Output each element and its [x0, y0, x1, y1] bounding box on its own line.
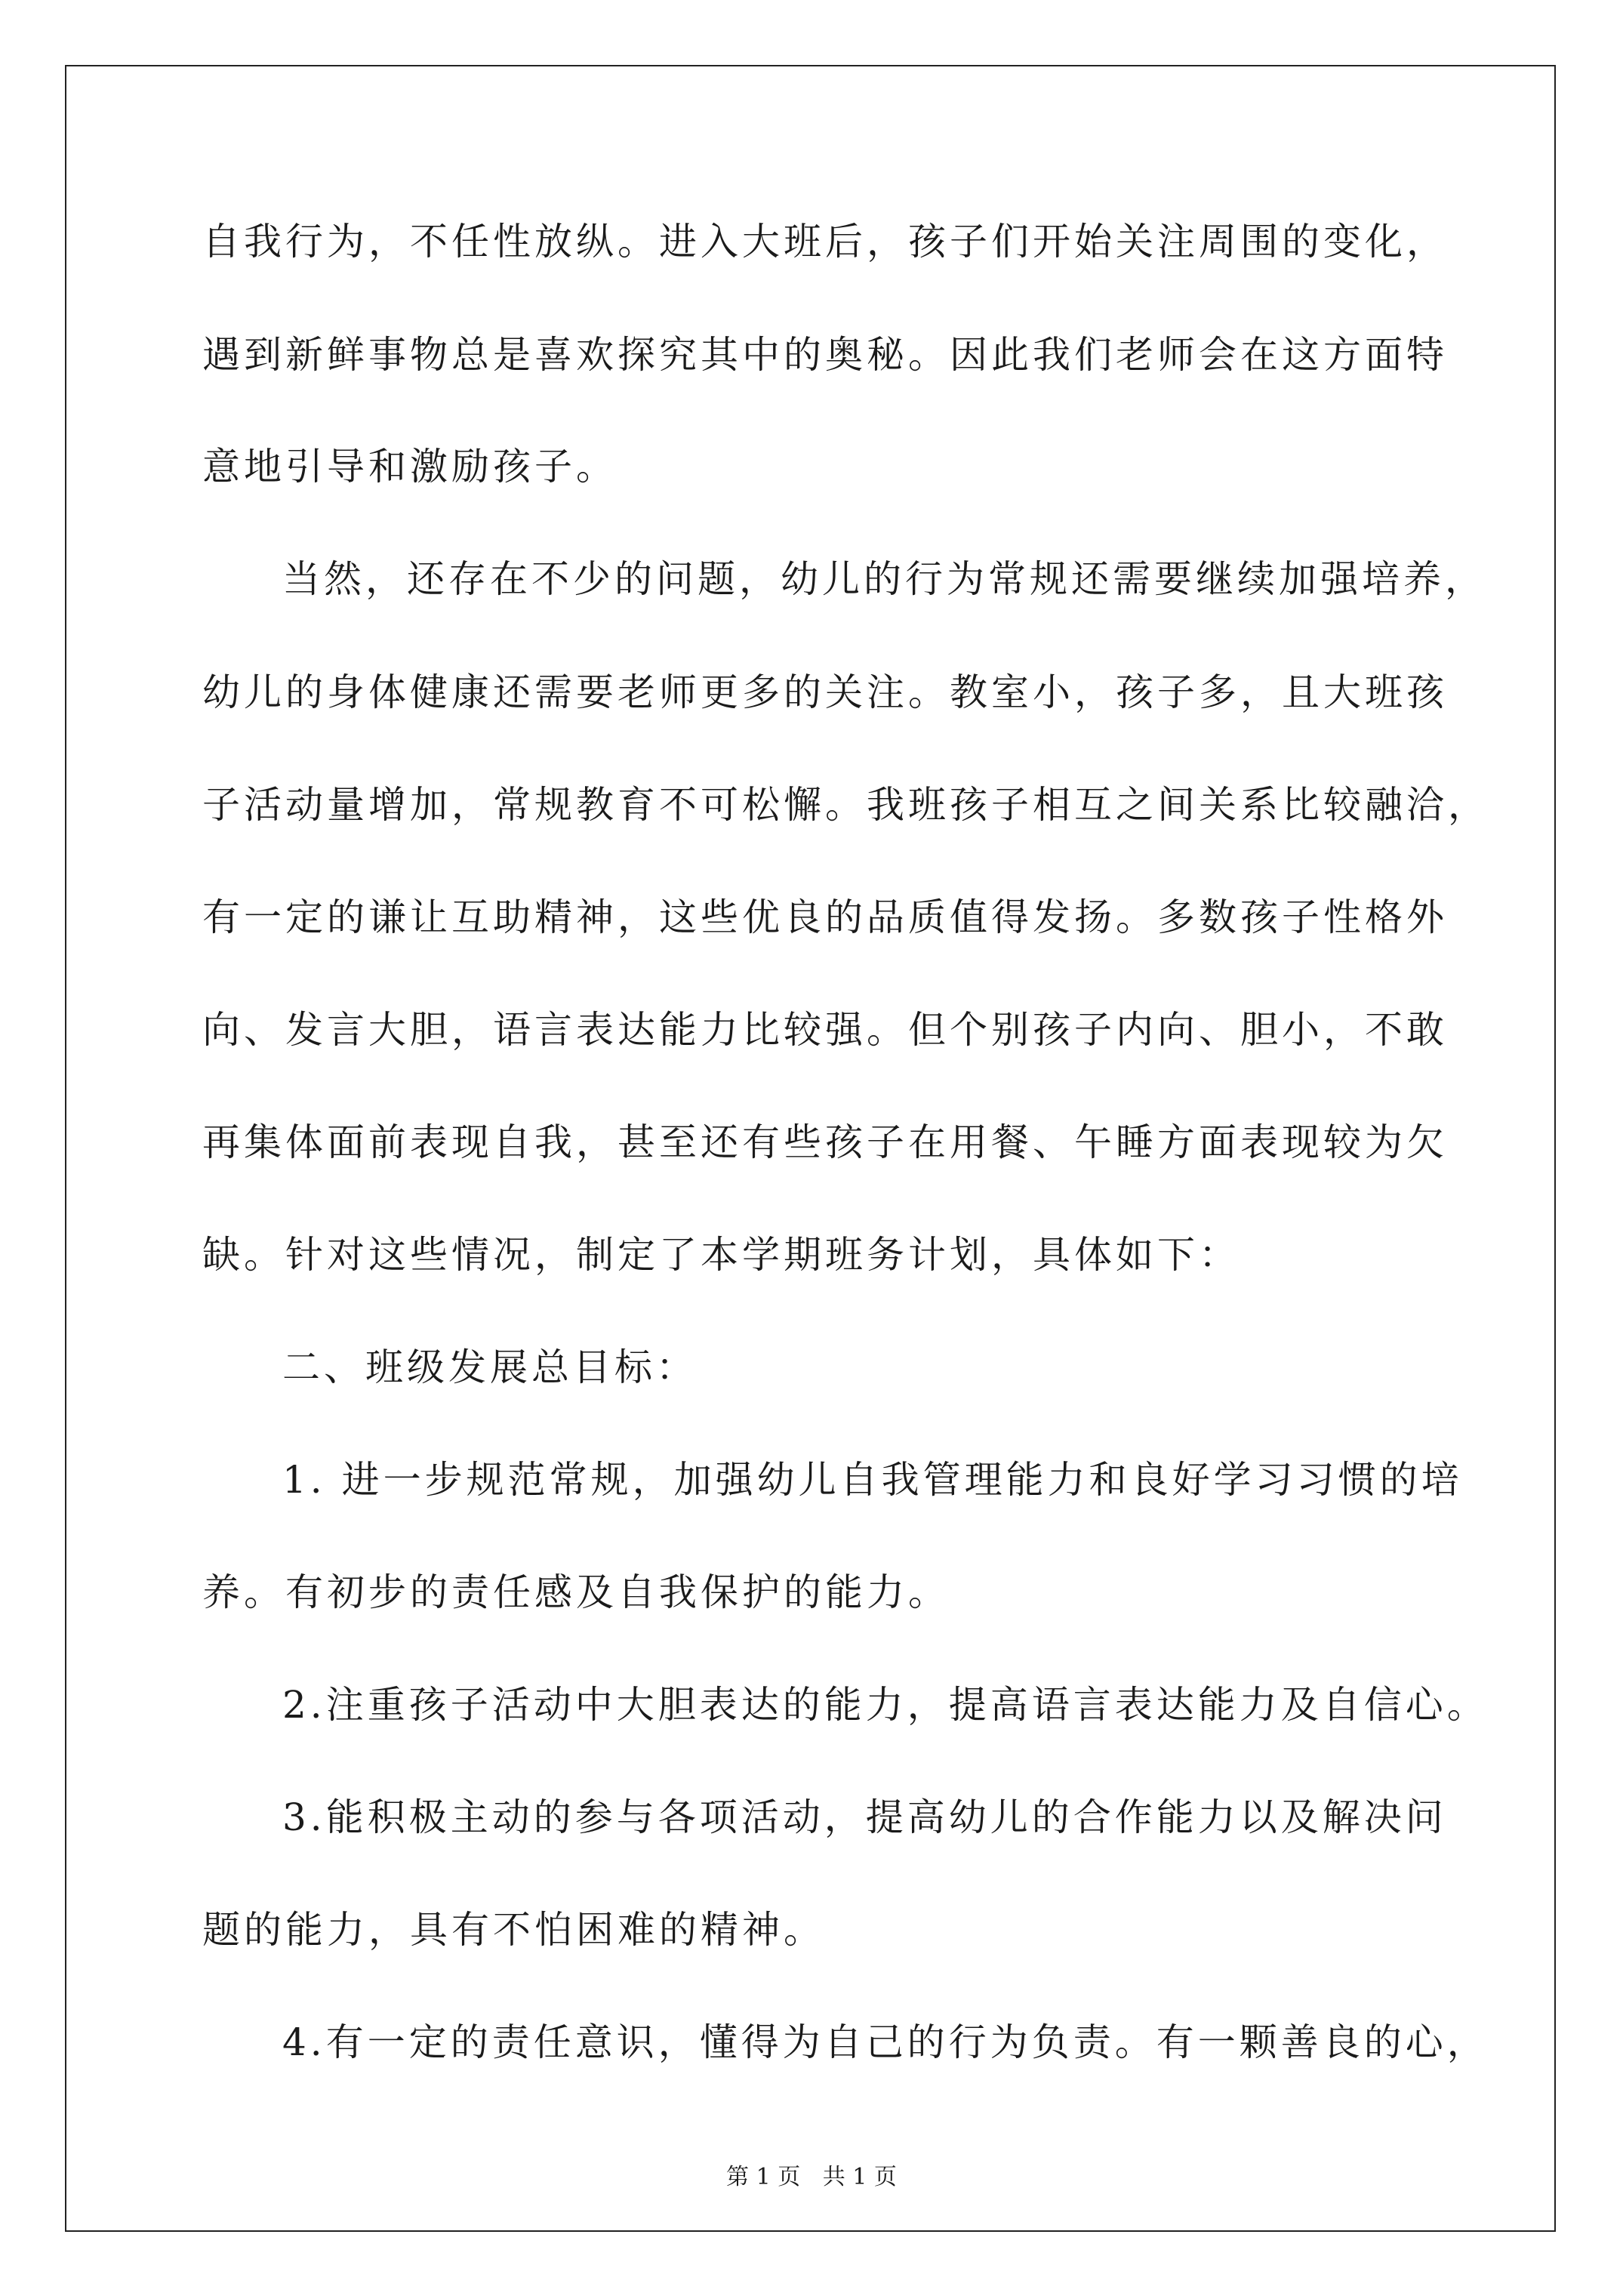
text-line: 自我行为，不任性放纵。进入大班后，孩子们开始关注周围的变化， [202, 220, 1448, 264]
text-line: 2.注重孩子活动中大胆表达的能力，提高语言表达能力及自信心。 [282, 1683, 1489, 1727]
text-line: 再集体面前表现自我，甚至还有些孩子在用餐、午睡方面表现较为欠 [202, 1120, 1448, 1164]
text-line: 向、发言大胆，语言表达能力比较强。但个别孩子内向、胆小，不敢 [202, 1008, 1448, 1052]
text-line: 3.能积极主动的参与各项活动，提高幼儿的合作能力以及解决问 [282, 1795, 1447, 1839]
text-line: 当然，还存在不少的问题，幼儿的行为常规还需要继续加强培养， [282, 557, 1486, 601]
text-line: 意地引导和激励孩子。 [202, 445, 617, 488]
page-number: 第 1 页 [726, 2164, 801, 2190]
section-heading: 二、班级发展总目标： [282, 1345, 698, 1389]
text-line: 有一定的谦让互助精神，这些优良的品质值得发扬。多数孩子性格外 [202, 895, 1448, 939]
page-total: 共 1 页 [822, 2164, 897, 2190]
text-line: 1. 进一步规范常规，加强幼儿自我管理能力和良好学习习惯的培 [282, 1458, 1463, 1502]
text-line: 遇到新鲜事物总是喜欢探究其中的奥秘。因此我们老师会在这方面特 [202, 333, 1448, 377]
text-line: 缺。针对这些情况，制定了本学期班务计划，具体如下： [202, 1233, 1240, 1277]
text-line: 题的能力，具有不怕困难的精神。 [202, 1908, 825, 1952]
text-line: 幼儿的身体健康还需要老师更多的关注。教室小，孩子多，且大班孩 [202, 670, 1448, 714]
text-line: 子活动量增加，常规教育不可松懈。我班孩子相互之间关系比较融洽， [202, 783, 1489, 827]
text-line: 养。有初步的责任感及自我保护的能力。 [202, 1570, 950, 1614]
page-footer [0, 2158, 1623, 2191]
text-line: 4.有一定的责任意识，懂得为自己的行为负责。有一颗善良的心， [282, 2020, 1489, 2064]
